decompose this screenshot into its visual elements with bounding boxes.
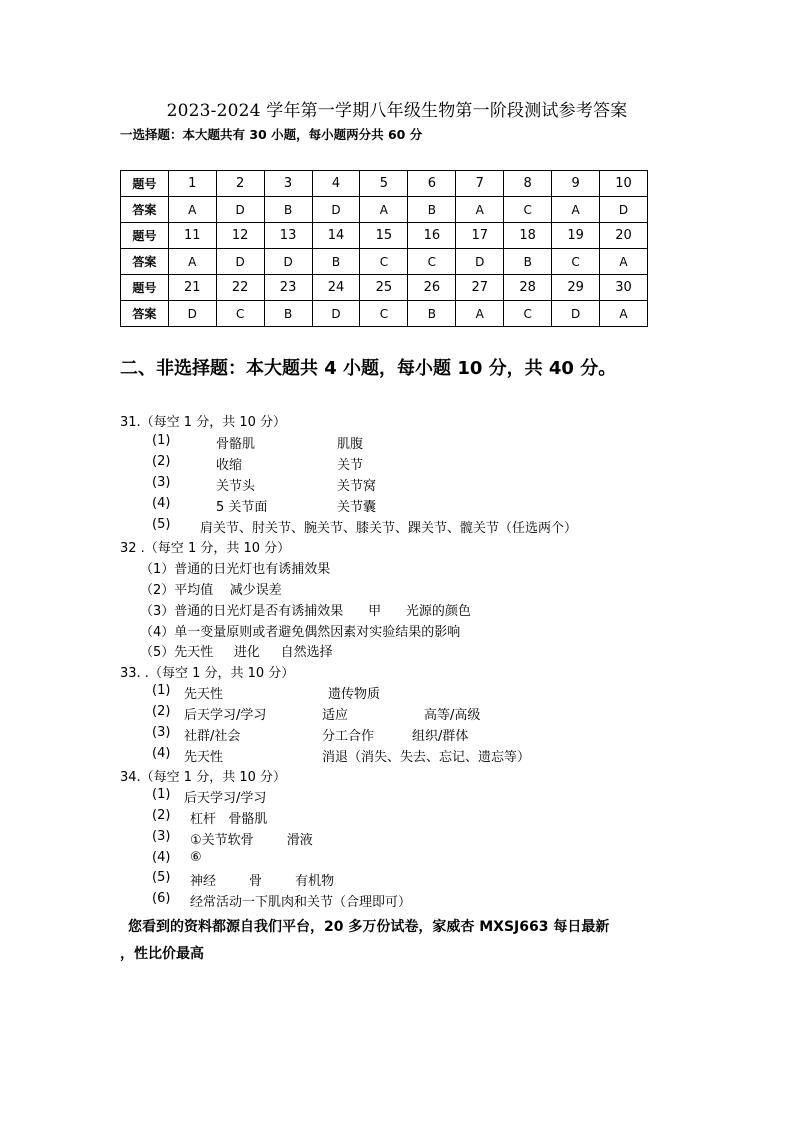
question-number-cell: 26 <box>408 275 456 301</box>
question-number-cell: 5 <box>360 171 408 197</box>
answer-cell: A <box>360 197 408 223</box>
q33-item-answer-a: 先天性 <box>184 687 224 702</box>
q34-item-number: (6) <box>152 891 171 906</box>
q33-item-number: (1) <box>152 683 171 698</box>
question-number-row <box>121 171 648 197</box>
question-number-cell: 13 <box>264 223 312 249</box>
q31-item-answer-a: 骨骼肌 <box>216 437 256 452</box>
question-number-cell: 1 <box>168 171 216 197</box>
question-number-cell: 30 <box>600 275 648 301</box>
answer-cell: A <box>456 301 504 327</box>
answer-cell: D <box>456 249 504 275</box>
question-number-cell: 20 <box>600 223 648 249</box>
q31-item-answer-a: 收缩 <box>216 458 243 473</box>
q31-item-number: (5) <box>152 517 171 532</box>
answer-cell: B <box>504 249 552 275</box>
answer-cell: A <box>552 197 600 223</box>
q31-item-answer-b: 关节窝 <box>337 479 377 494</box>
question-number-cell: 4 <box>312 171 360 197</box>
answer-cell: C <box>504 301 552 327</box>
q34-item-answer: 后天学习/学习 <box>184 791 267 806</box>
question-number-cell: 22 <box>216 275 264 301</box>
q33-item-answer-b: 分工合作 <box>322 729 375 744</box>
q33-item-number: (4) <box>152 746 171 761</box>
answer-cell: D <box>552 301 600 327</box>
q33-item-answer-a: 社群/社会 <box>184 729 241 744</box>
q33-item-answer-c: 高等/高级 <box>424 708 481 723</box>
q32-item: （2）平均值 减少误差 <box>140 583 282 598</box>
question-number-cell: 9 <box>552 171 600 197</box>
answer-table <box>120 170 648 327</box>
q34-item-answer: 经常活动一下肌肉和关节（合理即可） <box>190 895 412 910</box>
question-number-cell: 23 <box>264 275 312 301</box>
q31-item-answer-a: 肩关节、肘关节、腕关节、膝关节、踝关节、髋关节（任选两个） <box>200 521 578 536</box>
answer-cell: D <box>216 249 264 275</box>
answer-cell: D <box>312 301 360 327</box>
question-number-cell: 8 <box>504 171 552 197</box>
answer-cell: C <box>408 249 456 275</box>
row-label-question: 题号 <box>121 223 169 249</box>
footer-line-2: ，性比价最高 <box>120 946 204 962</box>
question-number-cell: 15 <box>360 223 408 249</box>
answer-cell: B <box>408 197 456 223</box>
answer-row <box>121 301 648 327</box>
answer-cell: B <box>264 197 312 223</box>
answer-cell: B <box>264 301 312 327</box>
answer-cell: A <box>456 197 504 223</box>
q32-header: 32 .（每空 1 分，共 10 分） <box>120 541 291 556</box>
answer-row <box>121 197 648 223</box>
question-number-cell: 2 <box>216 171 264 197</box>
row-label-answer: 答案 <box>121 301 169 327</box>
q33-item-answer-b: 适应 <box>322 708 349 723</box>
answer-cell: D <box>216 197 264 223</box>
row-label-question: 题号 <box>121 275 169 301</box>
answer-cell: C <box>360 249 408 275</box>
answer-cell: B <box>408 301 456 327</box>
question-number-cell: 3 <box>264 171 312 197</box>
q33-item-number: (2) <box>152 704 171 719</box>
q34-item-number: (5) <box>152 870 171 885</box>
answer-cell: B <box>312 249 360 275</box>
answer-row <box>121 249 648 275</box>
q33-item-number: (3) <box>152 725 171 740</box>
question-number-row <box>121 275 648 301</box>
q34-header: 34.（每空 1 分，共 10 分） <box>120 770 287 785</box>
question-number-cell: 10 <box>600 171 648 197</box>
q34-item-number: (2) <box>152 808 171 823</box>
question-number-cell: 19 <box>552 223 600 249</box>
q34-item-answer: 杠杆 骨骼肌 <box>190 812 268 827</box>
answer-cell: D <box>168 301 216 327</box>
q31-item-answer-a: 关节头 <box>216 479 256 494</box>
answer-cell: D <box>312 197 360 223</box>
q34-item-number: (4) <box>152 850 171 865</box>
q32-item: （5）先天性 进化 自然选择 <box>140 645 333 660</box>
question-number-cell: 29 <box>552 275 600 301</box>
answer-cell: C <box>504 197 552 223</box>
answer-cell: A <box>168 197 216 223</box>
q31-item-number: (1) <box>152 433 171 448</box>
question-number-cell: 27 <box>456 275 504 301</box>
question-number-cell: 12 <box>216 223 264 249</box>
question-number-cell: 16 <box>408 223 456 249</box>
question-number-cell: 14 <box>312 223 360 249</box>
section2-heading: 二、非选择题：本大题共 4 小题，每小题 10 分，共 40 分。 <box>120 358 617 379</box>
answer-cell: A <box>600 301 648 327</box>
question-number-cell: 28 <box>504 275 552 301</box>
q32-item: （1）普通的日光灯也有诱捕效果 <box>140 562 331 577</box>
answer-cell: C <box>216 301 264 327</box>
question-number-cell: 21 <box>168 275 216 301</box>
answer-cell: A <box>168 249 216 275</box>
q34-item-answer: ⑥ <box>190 850 202 865</box>
q31-header: 31.（每空 1 分，共 10 分） <box>120 415 287 430</box>
q33-item-answer-b: 消退（消失、失去、忘记、遗忘等） <box>322 750 531 765</box>
q32-item: （3）普通的日光灯是否有诱捕效果 甲 光源的颜色 <box>140 604 471 619</box>
row-label-answer: 答案 <box>121 197 169 223</box>
answer-cell: C <box>552 249 600 275</box>
question-number-row <box>121 223 648 249</box>
footer-line-1: 您看到的资料都源自我们平台，20 多万份试卷，家威杏 MXSJ663 每日最新 <box>128 919 610 935</box>
q34-item-answer: ①关节软骨 滑液 <box>190 833 313 848</box>
question-number-cell: 25 <box>360 275 408 301</box>
answer-cell: D <box>600 197 648 223</box>
row-label-question: 题号 <box>121 171 169 197</box>
answer-cell: A <box>600 249 648 275</box>
q31-item-number: (2) <box>152 454 171 469</box>
q31-item-answer-b: 肌腹 <box>337 437 364 452</box>
q33-item-answer-a: 后天学习/学习 <box>184 708 267 723</box>
q33-item-answer-a: 先天性 <box>184 750 224 765</box>
question-number-cell: 7 <box>456 171 504 197</box>
q31-item-number: (4) <box>152 496 171 511</box>
q34-item-number: (1) <box>152 787 171 802</box>
section1-heading: 一选择题：本大题共有 30 小题，每小题两分共 60 分 <box>120 127 423 142</box>
question-number-cell: 24 <box>312 275 360 301</box>
question-number-cell: 18 <box>504 223 552 249</box>
page-title: 2023-2024 学年第一学期八年级生物第一阶段测试参考答案 <box>166 101 628 121</box>
q33-item-answer-b: 遗传物质 <box>328 687 381 702</box>
answer-cell: C <box>360 301 408 327</box>
q31-item-answer-b: 关节囊 <box>337 500 377 515</box>
q31-item-answer-b: 关节 <box>337 458 364 473</box>
q32-item: （4）单一变量原则或者避免偶然因素对实验结果的影响 <box>140 625 461 640</box>
question-number-cell: 11 <box>168 223 216 249</box>
answer-cell: D <box>264 249 312 275</box>
q31-item-answer-a: 5 关节面 <box>216 500 268 515</box>
q33-header: 33. .（每空 1 分，共 10 分） <box>120 666 295 681</box>
row-label-answer: 答案 <box>121 249 169 275</box>
q34-item-answer: 神经 骨 有机物 <box>190 874 335 889</box>
question-number-cell: 17 <box>456 223 504 249</box>
question-number-cell: 6 <box>408 171 456 197</box>
q31-item-number: (3) <box>152 475 171 490</box>
q33-item-answer-c: 组织/群体 <box>412 729 469 744</box>
q34-item-number: (3) <box>152 829 171 844</box>
